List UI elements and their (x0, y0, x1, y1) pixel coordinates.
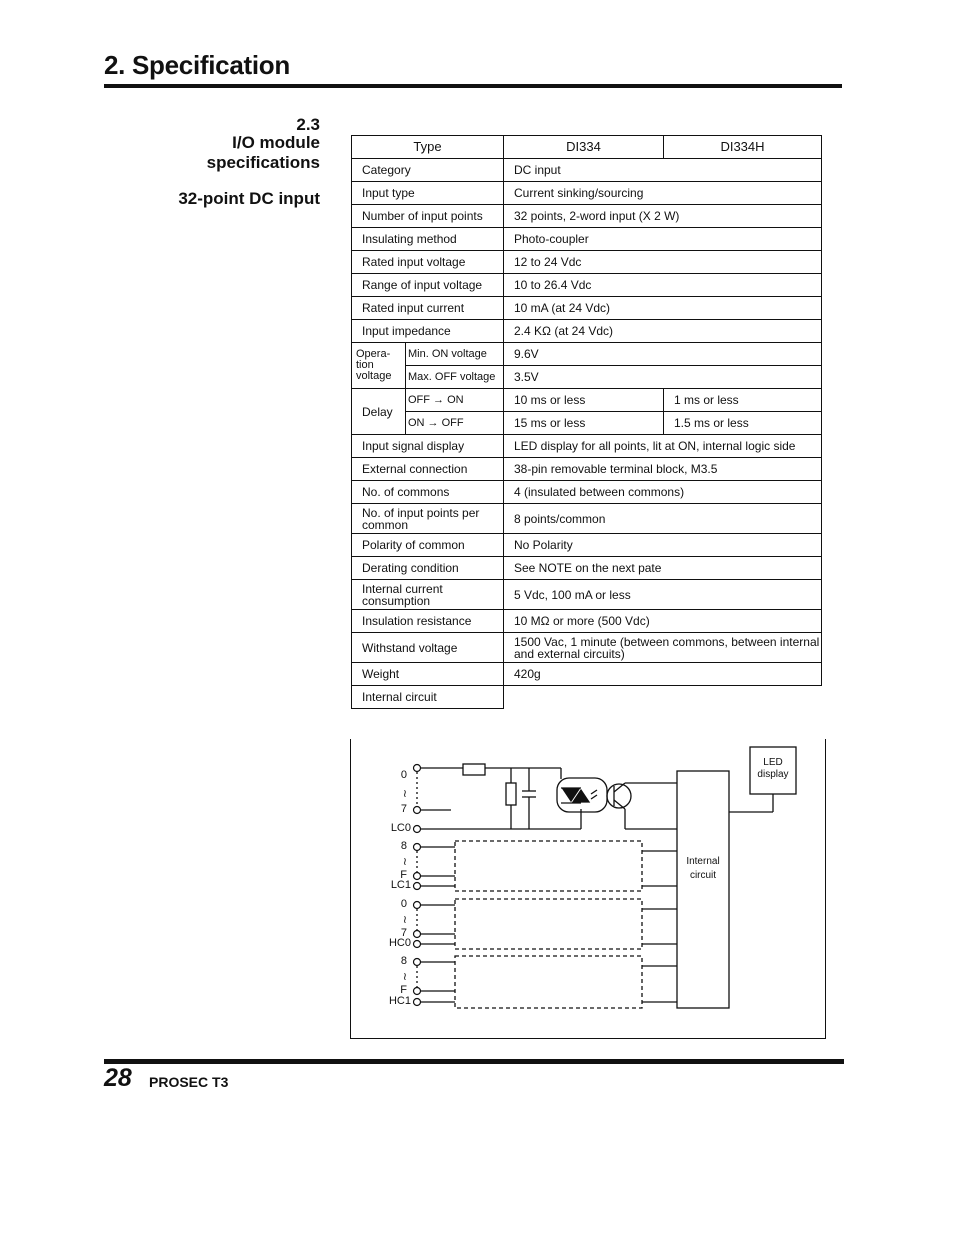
terminal-label: 7 (400, 803, 407, 815)
row-label: Input signal display (352, 435, 504, 458)
spec-table (351, 135, 822, 709)
table-row (352, 504, 822, 534)
table-row (352, 366, 822, 389)
row-value: 8 points/common (504, 504, 822, 534)
terminal-label: ≀ (402, 856, 407, 868)
table-row (352, 182, 822, 205)
table-row (352, 557, 822, 580)
min-on-label: Min. ON voltage (406, 343, 504, 366)
on-off-di334: 15 ms or less (504, 412, 664, 435)
row-label: Input type (352, 182, 504, 205)
table-row (352, 481, 822, 504)
section-title-line-2: specifications (206, 153, 320, 172)
terminal-label: 8 (400, 955, 407, 967)
table-row (352, 343, 822, 366)
terminal-label: ≀ (402, 788, 407, 800)
terminal-label: HC0 (388, 937, 411, 949)
row-value: Photo-coupler (504, 228, 822, 251)
row-value: LED display for all points, lit at ON, internal logic side (504, 435, 822, 458)
row-value: 5 Vdc, 100 mA or less (504, 580, 822, 610)
row-label: Internal current consumption (352, 580, 504, 610)
header-type: Type (352, 136, 504, 159)
internal-circuit-diagram (350, 739, 826, 1039)
terminal-icon (414, 941, 421, 948)
row-label: Input impedance (352, 320, 504, 343)
row-value: 32 points, 2-word input (X 2 W) (504, 205, 822, 228)
row-label: No. of commons (352, 481, 504, 504)
terminal-icon (414, 988, 421, 995)
input-group-1 (455, 841, 642, 891)
row-label: Weight (352, 663, 504, 686)
led-display-label: LED display (757, 757, 789, 780)
table-row (352, 435, 822, 458)
terminal-icon (414, 807, 421, 814)
internal-circuit-block (677, 771, 729, 1008)
circuit-svg (351, 739, 825, 1038)
terminal-icon (414, 873, 421, 880)
row-value: No Polarity (504, 534, 822, 557)
row-value: 10 to 26.4 Vdc (504, 274, 822, 297)
subsection-title: 32-point DC input (178, 189, 320, 208)
terminal-icon (414, 765, 421, 772)
row-value: 10 mA (at 24 Vdc) (504, 297, 822, 320)
row-value: 12 to 24 Vdc (504, 251, 822, 274)
row-value: DC input (504, 159, 822, 182)
row-value: 10 MΩ or more (500 Vdc) (504, 610, 822, 633)
table-row (352, 458, 822, 481)
terminal-icon (414, 931, 421, 938)
section-number: 2.3 (296, 115, 320, 134)
terminal-label: F (400, 869, 407, 881)
row-label: Number of input points (352, 205, 504, 228)
on-off-label: ON → OFF (406, 412, 504, 435)
table-header-row (352, 136, 822, 159)
row-label: Insulation resistance (352, 610, 504, 633)
row-label: Polarity of common (352, 534, 504, 557)
table-row (352, 274, 822, 297)
operation-voltage-label: Opera- tion voltage (352, 343, 406, 389)
terminal-icon (414, 826, 421, 833)
row-value: 2.4 KΩ (at 24 Vdc) (504, 320, 822, 343)
table-row (352, 412, 822, 435)
row-label: Rated input current (352, 297, 504, 320)
terminal-label: 0 (400, 898, 407, 910)
terminal-label: HC1 (388, 995, 411, 1007)
terminal-label: ≀ (402, 971, 407, 983)
row-label: Range of input voltage (352, 274, 504, 297)
row-label: External connection (352, 458, 504, 481)
product-name: PROSEC T3 (149, 1074, 229, 1090)
row-label: Derating condition (352, 557, 504, 580)
off-on-label: OFF → ON (406, 389, 504, 412)
table-row (352, 389, 822, 412)
internal-circuit-label: Internal circuit (686, 856, 720, 881)
table-row (352, 633, 822, 663)
row-value: 38-pin removable terminal block, M3.5 (504, 458, 822, 481)
row-value: 4 (insulated between commons) (504, 481, 822, 504)
table-row (352, 686, 822, 709)
table-row (352, 251, 822, 274)
table-row (352, 297, 822, 320)
max-off-label: Max. OFF voltage (406, 366, 504, 389)
input-group-2 (455, 899, 642, 949)
row-label: Withstand voltage (352, 633, 504, 663)
row-label: No. of input points per common (352, 504, 504, 534)
terminal-label: LC0 (390, 822, 411, 834)
row-label: Insulating method (352, 228, 504, 251)
terminal-icon (414, 883, 421, 890)
table-row (352, 610, 822, 633)
row-value: See NOTE on the next pate (504, 557, 822, 580)
off-on-di334: 10 ms or less (504, 389, 664, 412)
terminal-label: 8 (400, 840, 407, 852)
footer-rule (104, 1059, 844, 1064)
header-di334: DI334 (504, 136, 664, 159)
resistor-icon (463, 764, 485, 775)
max-off-value: 3.5V (504, 366, 822, 389)
row-label: Category (352, 159, 504, 182)
terminal-label: 0 (400, 769, 407, 781)
header-rule (104, 84, 842, 88)
terminal-label: 7 (400, 927, 407, 939)
terminal-icon (414, 959, 421, 966)
table-row (352, 534, 822, 557)
table-row (352, 205, 822, 228)
internal-circuit-label: Internal circuit (352, 686, 504, 709)
terminal-label: LC1 (390, 879, 411, 891)
terminal-icon (414, 844, 421, 851)
row-value: Current sinking/sourcing (504, 182, 822, 205)
page-number: 28 (104, 1064, 132, 1092)
row-value: 420g (504, 663, 822, 686)
page-title: 2. Specification (104, 50, 290, 80)
section-title-line-1: I/O module (232, 133, 320, 152)
input-group-3 (455, 956, 642, 1008)
terminal-label: F (400, 984, 407, 996)
on-off-di334h: 1.5 ms or less (664, 412, 822, 435)
table-row (352, 228, 822, 251)
section-title (130, 133, 320, 173)
min-on-value: 9.6V (504, 343, 822, 366)
table-row (352, 580, 822, 610)
table-row (352, 320, 822, 343)
row-value: 1500 Vac, 1 minute (between commons, between internal and external circuits) (504, 633, 822, 663)
header-di334h: DI334H (664, 136, 822, 159)
table-row (352, 663, 822, 686)
parallel-resistor-icon (506, 783, 516, 805)
off-on-di334h: 1 ms or less (664, 389, 822, 412)
terminal-label: ≀ (402, 914, 407, 926)
delay-label: Delay (352, 389, 406, 435)
terminal-icon (414, 999, 421, 1006)
terminal-icon (414, 902, 421, 909)
row-label: Rated input voltage (352, 251, 504, 274)
table-row (352, 159, 822, 182)
